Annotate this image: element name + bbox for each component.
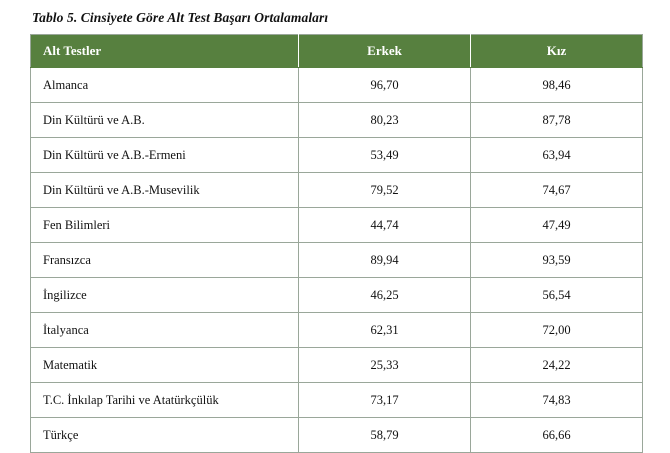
column-header-alt-testler: Alt Testler [31,35,299,68]
cell-test-name: Almanca [31,68,299,103]
table-row [31,313,643,348]
cell-test-name: Din Kültürü ve A.B. [31,103,299,138]
cell-test-name: Fransızca [31,243,299,278]
cell-kiz-value: 93,59 [471,243,643,278]
table-row [31,208,643,243]
column-header-erkek: Erkek [299,35,471,68]
table-caption: Tablo 5. Cinsiyete Göre Alt Test Başarı Ortalamaları [32,10,329,25]
cell-erkek-value: 96,70 [299,68,471,103]
cell-erkek-value: 46,25 [299,278,471,313]
table-row [31,418,643,453]
cell-kiz-value: 72,00 [471,313,643,348]
cell-erkek-value: 25,33 [299,348,471,383]
cell-kiz-value: 74,67 [471,173,643,208]
cell-test-name: Din Kültürü ve A.B.-Ermeni [31,138,299,173]
table-row [31,68,643,103]
table-row [31,138,643,173]
cell-erkek-value: 80,23 [299,103,471,138]
cell-kiz-value: 74,83 [471,383,643,418]
cell-kiz-value: 66,66 [471,418,643,453]
cell-test-name: Fen Bilimleri [31,208,299,243]
cell-erkek-value: 58,79 [299,418,471,453]
column-header-kiz: Kız [471,35,643,68]
cell-erkek-value: 73,17 [299,383,471,418]
cell-kiz-value: 63,94 [471,138,643,173]
cell-test-name: Din Kültürü ve A.B.-Musevilik [31,173,299,208]
table-body [31,68,643,453]
cell-test-name: Matematik [31,348,299,383]
table-header-row [31,35,643,68]
cell-erkek-value: 89,94 [299,243,471,278]
cell-test-name: İngilizce [31,278,299,313]
table-row [31,383,643,418]
table-row [31,173,643,208]
cell-test-name: İtalyanca [31,313,299,348]
cell-kiz-value: 47,49 [471,208,643,243]
cell-erkek-value: 79,52 [299,173,471,208]
cell-erkek-value: 53,49 [299,138,471,173]
cell-erkek-value: 44,74 [299,208,471,243]
scores-table [30,34,643,453]
cell-test-name: Türkçe [31,418,299,453]
cell-kiz-value: 98,46 [471,68,643,103]
table-row [31,103,643,138]
table-row [31,278,643,313]
cell-kiz-value: 87,78 [471,103,643,138]
cell-erkek-value: 62,31 [299,313,471,348]
cell-test-name: T.C. İnkılap Tarihi ve Atatürkçülük [31,383,299,418]
table-header [31,35,643,68]
cell-kiz-value: 24,22 [471,348,643,383]
table-row [31,348,643,383]
cell-kiz-value: 56,54 [471,278,643,313]
table-row [31,243,643,278]
